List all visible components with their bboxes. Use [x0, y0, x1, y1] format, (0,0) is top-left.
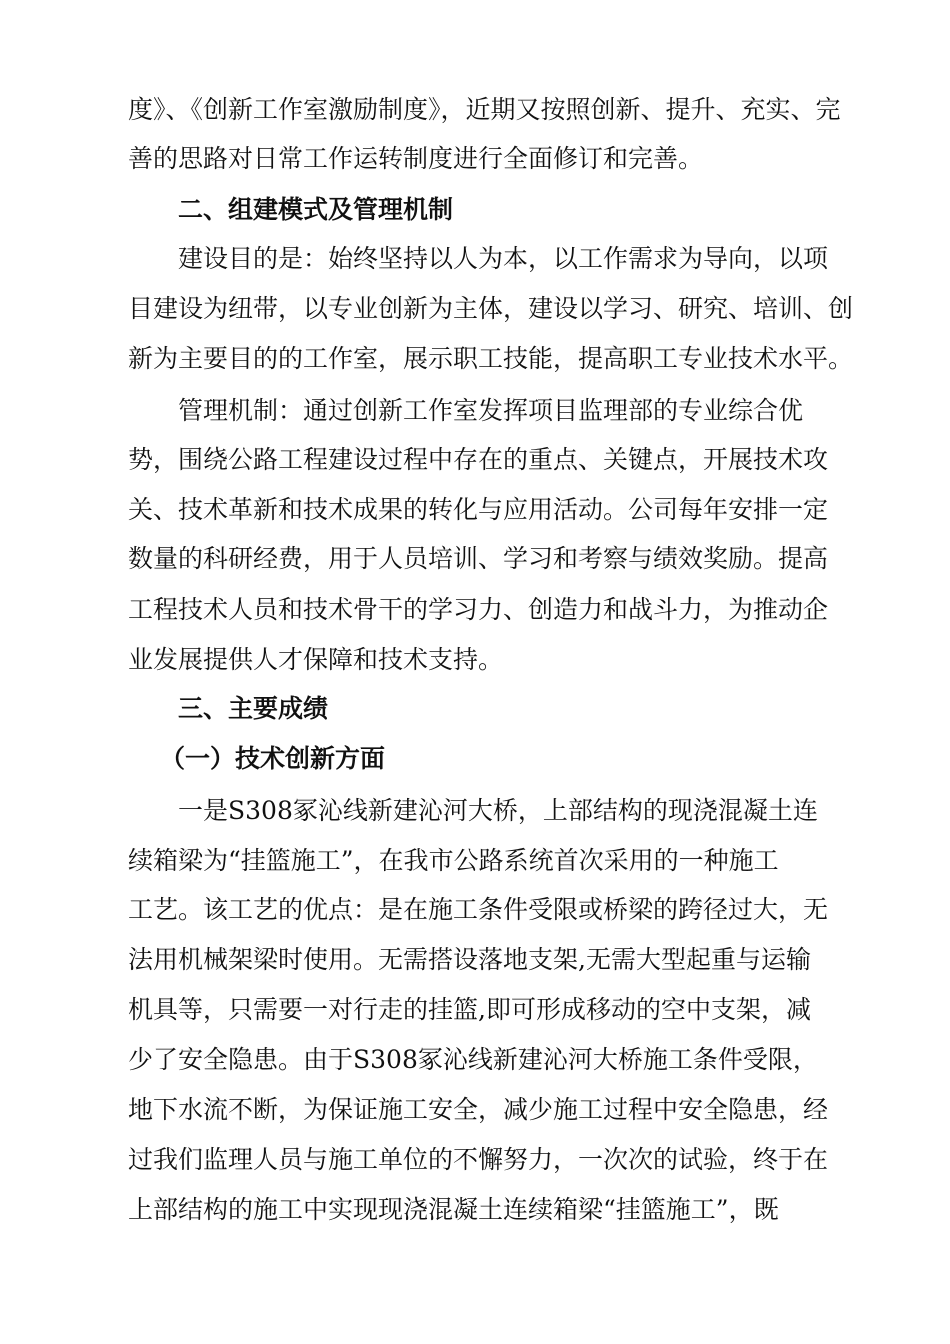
paragraph-line: 关、技术革新和技术成果的转化与应用活动。公司每年安排一定	[128, 495, 829, 524]
paragraph-line: 一是S308冢沁线新建沁河大桥，上部结构的现浇混凝土连	[178, 796, 818, 825]
paragraph-line: 目建设为纽带，以专业创新为主体，建设以学习、研究、培训、创	[128, 294, 854, 323]
paragraph-line: 续箱梁为“挂篮施工”，在我市公路系统首次采用的一种施工	[128, 846, 779, 875]
paragraph-line: 新为主要目的的工作室，展示职工技能，提高职工专业技术水平。	[128, 344, 854, 373]
paragraph-line: 度》、《创新工作室激励制度》，近期又按照创新、提升、充实、完	[128, 95, 841, 124]
section-heading-3: 三、主要成绩	[178, 694, 329, 723]
paragraph-line: 管理机制：通过创新工作室发挥项目监理部的专业综合优	[178, 396, 804, 425]
paragraph-line: 工艺。该工艺的优点：是在施工条件受限或桥梁的跨径过大，无	[128, 895, 829, 924]
paragraph-line: 工程技术人员和技术骨干的学习力、创造力和战斗力，为推动企	[128, 595, 829, 624]
paragraph-line: 机具等，只需要一对行走的挂篮,即可形成移动的空中支架，减	[128, 995, 811, 1024]
paragraph-line: 过我们监理人员与施工单位的不懈努力，一次次的试验，终于在	[128, 1145, 829, 1174]
section-heading-2: 二、组建模式及管理机制	[178, 195, 454, 224]
paragraph-line: 业发展提供人才保障和技术支持。	[128, 645, 504, 674]
paragraph-line: 少了安全隐患。由于S308冢沁线新建沁河大桥施工条件受限，	[128, 1045, 818, 1074]
paragraph-line: 法用机械架梁时使用。无需搭设落地支架,无需大型起重与运输	[128, 945, 811, 974]
paragraph-line: 上部结构的施工中实现现浇混凝土连续箱梁“挂篮施工”，既	[128, 1195, 779, 1224]
paragraph-line: 善的思路对日常工作运转制度进行全面修订和完善。	[128, 144, 704, 173]
paragraph-line: 势，围绕公路工程建设过程中存在的重点、关键点，开展技术攻	[128, 445, 829, 474]
subsection-heading: （一）技术创新方面	[160, 744, 386, 773]
paragraph-line: 数量的科研经费，用于人员培训、学习和考察与绩效奖励。提高	[128, 544, 829, 573]
paragraph-line: 地下水流不断，为保证施工安全，减少施工过程中安全隐患，经	[128, 1095, 829, 1124]
paragraph-line: 建设目的是：始终坚持以人为本，以工作需求为导向，以项	[178, 244, 829, 273]
